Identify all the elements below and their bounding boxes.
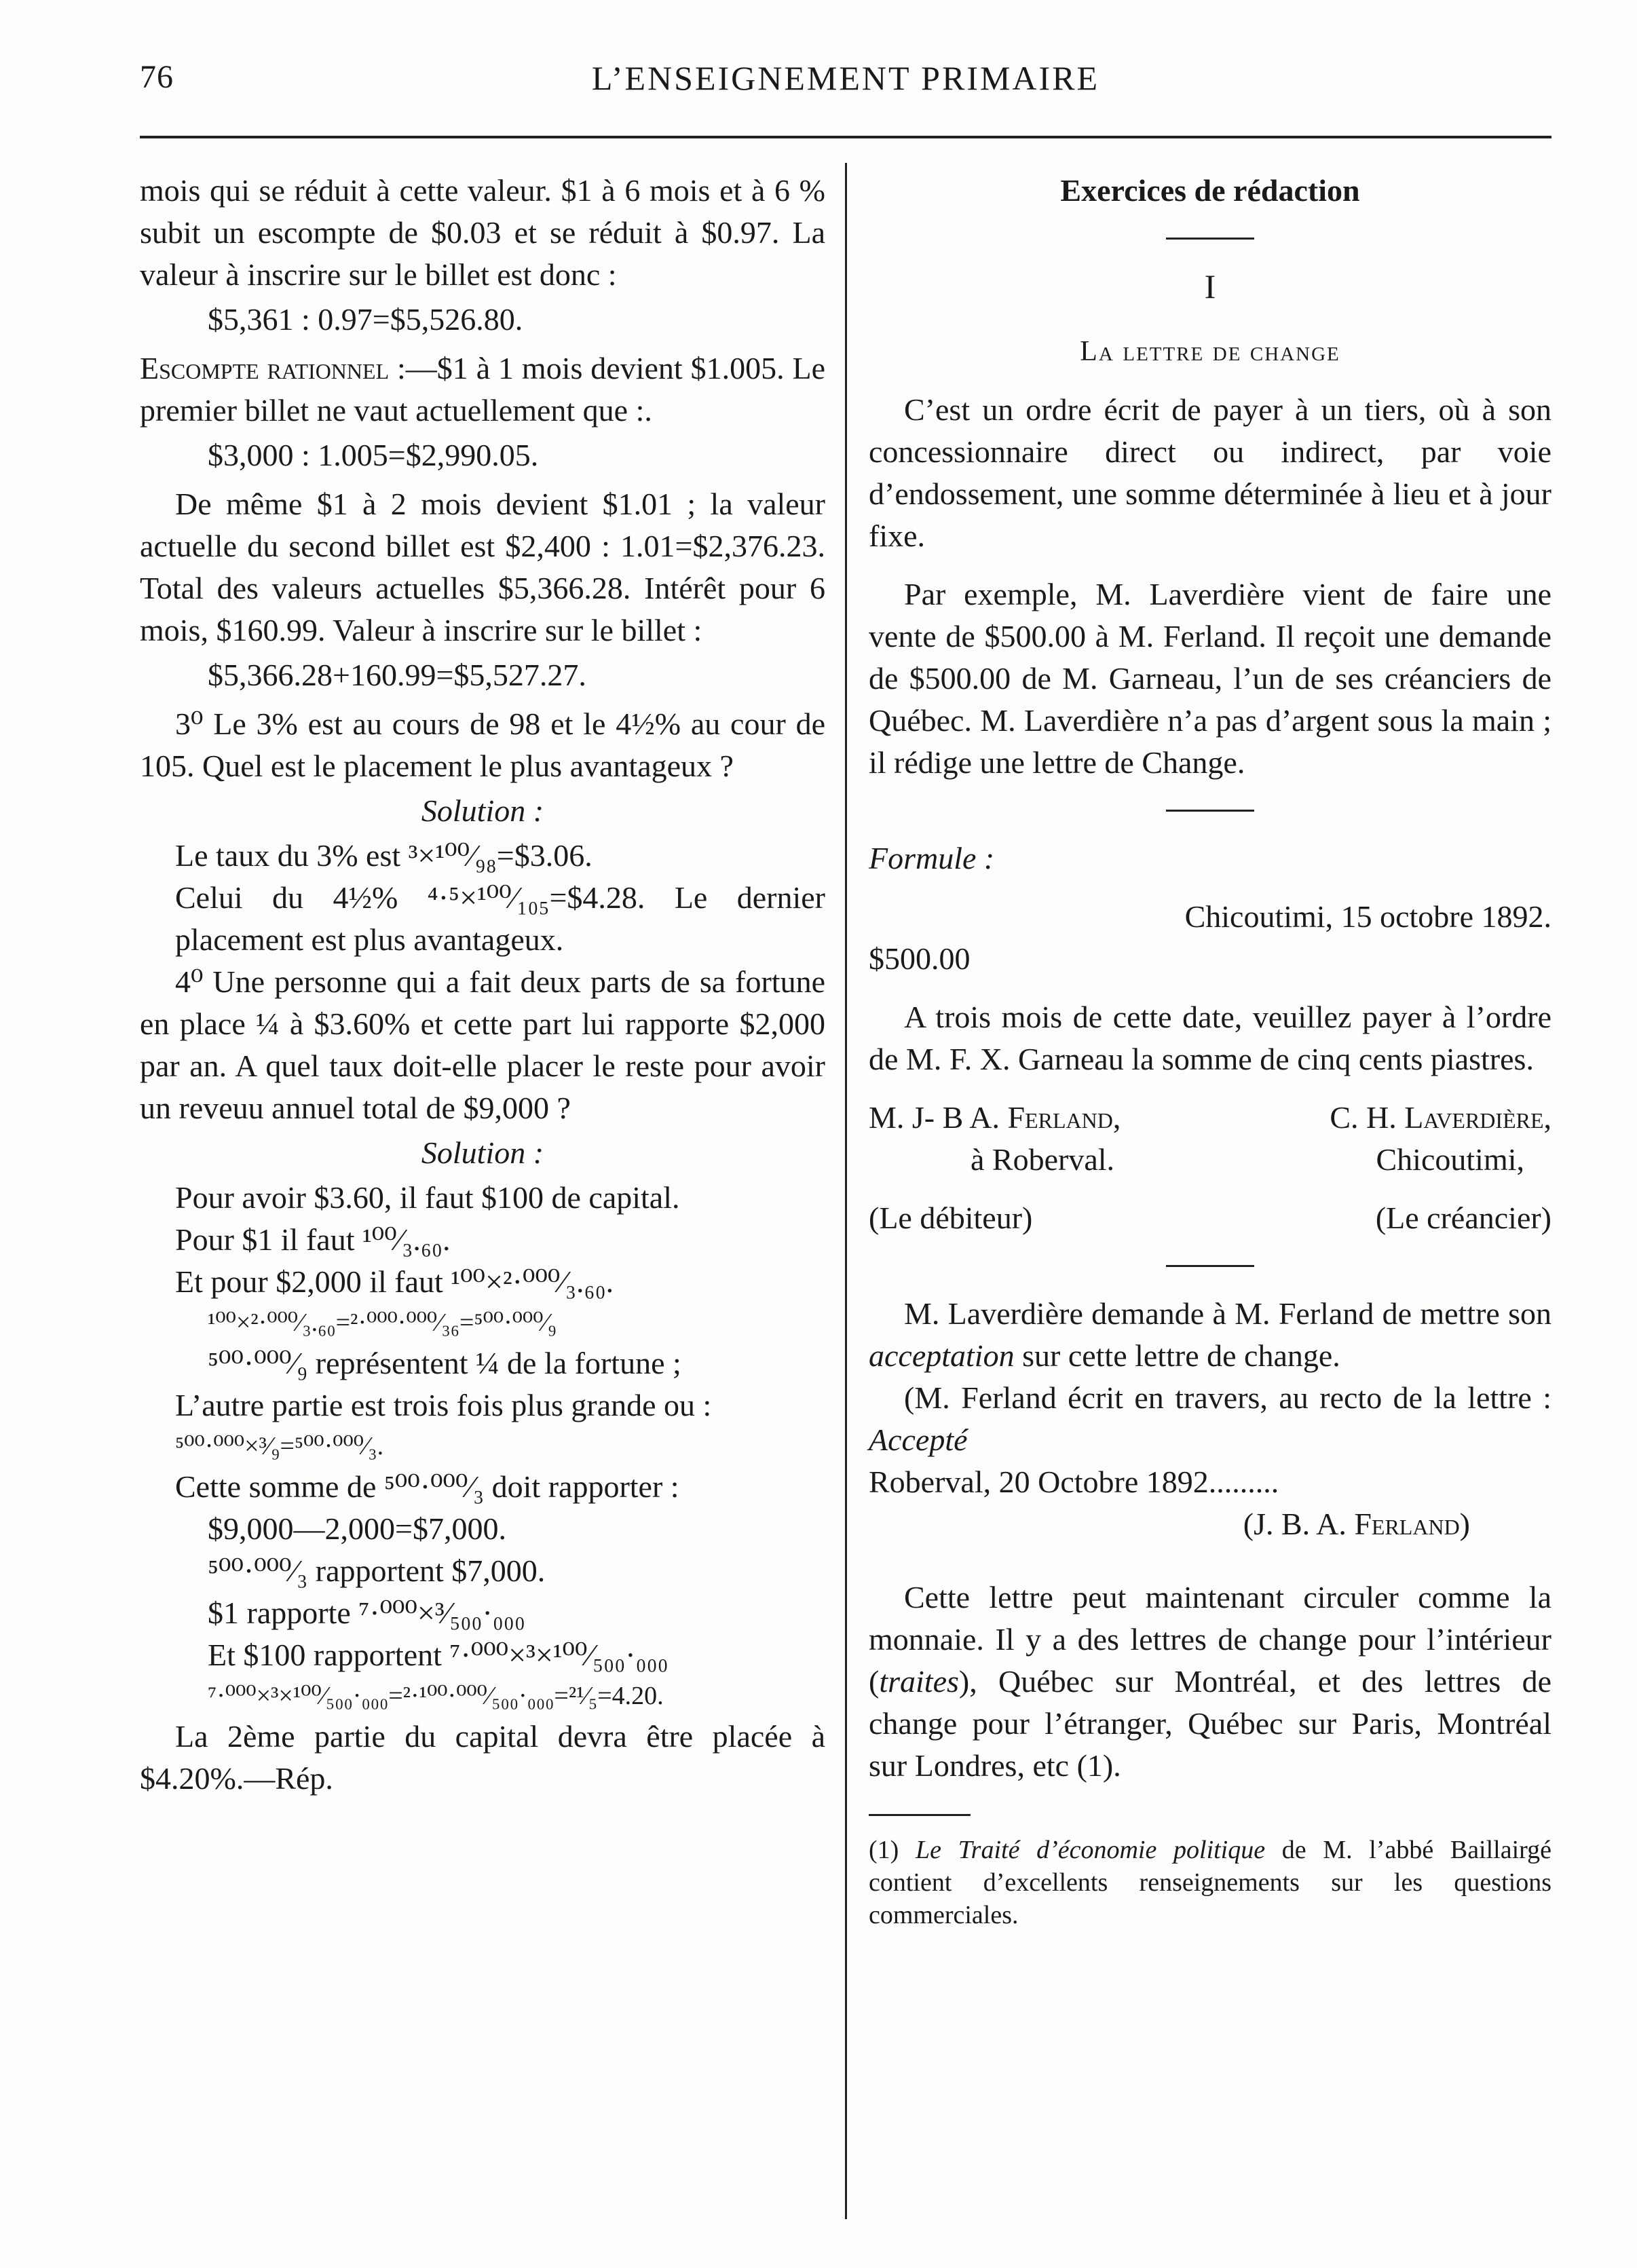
- page-header: [140, 58, 1551, 106]
- calculation: $5,366.28+160.99=$5,527.27.: [208, 658, 586, 692]
- section-rule: [1166, 810, 1254, 812]
- creditor-place: Chicoutimi,: [1376, 1142, 1524, 1177]
- column-divider: [845, 163, 847, 2219]
- solution-line: ⁵⁰⁰·⁰⁰⁰⁄₉ représentent ¼ de la fortune ;: [208, 1346, 681, 1380]
- question-4: 4⁰ Une personne qui a fait deux parts de sa fortune en place ¼ à $3.60% et cette part lui rapporte $2,000 par an. A quel taux doit-elle placer le reste pour avoir un reveuu annuel total de $9,000 ?: [140, 964, 825, 1125]
- debtor-role: (Le débiteur): [869, 1201, 1033, 1235]
- paragraph: [140, 347, 825, 432]
- section-rule: [1166, 1265, 1254, 1267]
- paragraph: mois qui se réduit à cette valeur. $1 à 6 mois et à 6 % subit un escompte de $0.03 et se réduit à $0.97. La valeur à inscrire sur le billet est donc :: [140, 173, 825, 292]
- solution-label: Solution :: [421, 793, 544, 828]
- acceptance-line: Roberval, 20 Octobre 1892.........: [869, 1464, 1279, 1499]
- paragraph: De même $1 à 2 mois devient $1.01 ; la valeur actuelle du second billet est $2,400 : 1.01=$2,376.23. Total des valeurs actuelles $5,366.28. Intérêt pour 6 mois, $160.99. Valeur à inscrire sur le billet :: [140, 487, 825, 647]
- solution-line: Celui du 4½% ⁴·⁵×¹⁰⁰⁄₁₀₅=$4.28. Le dernier placement est plus avantageux.: [175, 880, 825, 957]
- running-title: L’ENSEIGNEMENT PRIMAIRE: [591, 59, 1100, 97]
- solution-label: Solution :: [421, 1135, 544, 1170]
- acceptance-signature: (J. B. A. Ferland): [1243, 1507, 1470, 1541]
- solution-line: ⁷·⁰⁰⁰×³×¹⁰⁰⁄₅₀₀·₀₀₀=²·¹⁰⁰·⁰⁰⁰⁄₅₀₀·₀₀₀=²¹⁄₅=4.20.: [208, 1682, 664, 1710]
- solution-line: ⁵⁰⁰·⁰⁰⁰⁄₃ rapportent $7,000.: [208, 1553, 546, 1588]
- term-label: Escompte rationnel: [140, 351, 390, 385]
- solution-line: Et $100 rapportent ⁷·⁰⁰⁰×³×¹⁰⁰⁄₅₀₀·₀₀₀: [208, 1638, 669, 1672]
- solution-line: ⁵⁰⁰·⁰⁰⁰×³⁄₉=⁵⁰⁰·⁰⁰⁰⁄₃.: [175, 1432, 384, 1460]
- signature-row: [869, 1197, 1551, 1239]
- signature-row: [869, 1139, 1551, 1181]
- footnote: (1) Le Traité d’économie politique de M. l’abbé Baillairgé contient d’excellents renseignements sur les questions commerciales.: [869, 1836, 1551, 1929]
- section-number: I: [1204, 267, 1216, 305]
- solution-line: Et pour $2,000 il faut ¹⁰⁰×²·⁰⁰⁰⁄₃.₆₀.: [175, 1264, 614, 1299]
- signature-row: [869, 1097, 1551, 1139]
- paragraph: C’est un ordre écrit de payer à un tiers, où à son concessionnaire direct ou indirect, par voie d’endossement, une somme déterminée à lieu et à jour fixe.: [869, 392, 1551, 553]
- section-title: Exercices de rédaction: [1060, 173, 1360, 208]
- solution-line: $9,000—2,000=$7,000.: [208, 1511, 506, 1546]
- paragraph: Cette lettre peut maintenant circuler comme la monnaie. Il y a des lettres de change pour l’intérieur (traites), Québec sur Montréal, et des lettres de change pour l’étranger, Québec sur Paris, Montréal sur Londres, etc (1).: [869, 1580, 1551, 1783]
- question-3: 3⁰ Le 3% est au cours de 98 et le 4½% au cour de 105. Quel est le placement le plus avantageux ?: [140, 706, 825, 783]
- formula-label: Formule :: [869, 841, 995, 875]
- solution-line: Le taux du 3% est ³×¹⁰⁰⁄₉₈=$3.06.: [175, 838, 592, 873]
- solution-line: $1 rapporte ⁷·⁰⁰⁰×³⁄₅₀₀·₀₀₀: [208, 1595, 525, 1630]
- paragraph: M. Laverdière demande à M. Ferland de mettre son acceptation sur cette lettre de change.: [869, 1296, 1551, 1373]
- paragraph: Par exemple, M. Laverdière vient de faire une vente de $500.00 à M. Ferland. Il reçoit une demande de $500.00 de M. Garneau, l’un de ses créanciers de Québec. M. Laverdière n’a pas d’argent sous la main ; il rédige une lettre de Change.: [869, 577, 1551, 780]
- creditor-role: (Le créancier): [1375, 1201, 1551, 1235]
- solution-line: ¹⁰⁰×²·⁰⁰⁰⁄₃.₆₀=²·⁰⁰⁰·⁰⁰⁰⁄₃₆=⁵⁰⁰·⁰⁰⁰⁄₉: [208, 1308, 557, 1337]
- header-rule: [140, 136, 1551, 138]
- amount: $500.00: [869, 941, 971, 976]
- paragraph: (M. Ferland écrit en travers, au recto de la lettre : Accepté: [869, 1380, 1551, 1457]
- calculation: $5,361 : 0.97=$5,526.80.: [208, 302, 523, 337]
- creditor-name: C. H. Laverdière,: [1330, 1100, 1551, 1135]
- solution-line: Pour avoir $3.60, il faut $100 de capital.: [175, 1180, 680, 1215]
- section-rule: [1166, 238, 1254, 240]
- calculation: $3,000 : 1.005=$2,990.05.: [208, 438, 539, 472]
- debtor-name: M. J- B A. Ferland,: [869, 1100, 1121, 1135]
- paragraph-text: :—$1 à 1 mois devient $1.005. Le premier billet ne vaut actuellement que :.: [140, 351, 825, 428]
- answer-paragraph: La 2ème partie du capital devra être placée à $4.20%.—Rép.: [140, 1719, 825, 1796]
- solution-line: Pour $1 il faut ¹⁰⁰⁄₃.₆₀.: [175, 1222, 451, 1257]
- paragraph: A trois mois de cette date, veuillez payer à l’ordre de M. F. X. Garneau la somme de cinq cents piastres.: [869, 1000, 1551, 1076]
- debtor-place: à Roberval.: [971, 1142, 1115, 1177]
- footnote-rule: [869, 1814, 971, 1816]
- solution-line: Cette somme de ⁵⁰⁰·⁰⁰⁰⁄₃ doit rapporter :: [175, 1469, 679, 1504]
- section-subtitle: La lettre de change: [1080, 336, 1340, 367]
- left-column: [140, 170, 825, 1800]
- place-date: Chicoutimi, 15 octobre 1892.: [1184, 899, 1551, 934]
- page-number: 76: [140, 59, 174, 95]
- right-column: [869, 170, 1551, 1931]
- solution-line: L’autre partie est trois fois plus grande ou :: [175, 1388, 712, 1422]
